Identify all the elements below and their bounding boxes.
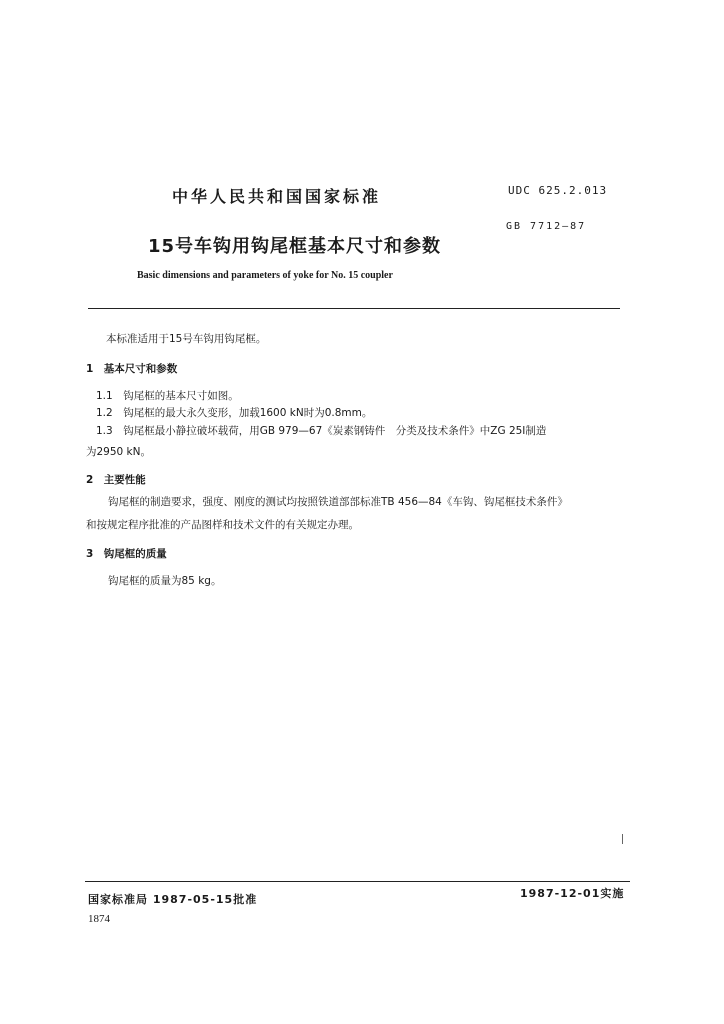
section-3-heading: 3 钩尾框的质量 — [86, 548, 167, 560]
gb-code: GB 7712—87 — [506, 221, 587, 232]
section-1-heading: 1 基本尺寸和参数 — [86, 363, 178, 375]
header-divider — [88, 308, 620, 309]
standard-header-title: 中华人民共和国国家标准 — [172, 187, 382, 206]
approval-info: 国家标准局 1987-05-15批准 — [88, 893, 258, 906]
section-1-item: 为2950 kN。 — [86, 446, 151, 458]
implementation-date: 1987-12-01实施 — [520, 887, 625, 900]
section-1-item: 1.1 钩尾框的基本尺寸如图。 — [96, 390, 239, 402]
margin-mark — [622, 834, 623, 844]
section-2-heading: 2 主要性能 — [86, 474, 146, 486]
section-1-item: 1.3 钩尾框最小静拉破坏载荷，用GB 979—67《炭素钢铸件 分类及技术条件》中ZG 25Ⅰ制造 — [96, 425, 547, 437]
section-3-item: 钩尾框的质量为85 kg。 — [108, 575, 222, 587]
document-subtitle: Basic dimensions and parameters of yoke for No. 15 coupler — [137, 270, 393, 281]
section-2-item: 钩尾框的制造要求，强度、刚度的测试均按照铁道部部标准TB 456—84《车钩、钩尾框技术条件》 — [108, 496, 568, 508]
udc-code: UDC 625.2.013 — [508, 184, 608, 197]
page-number: 1874 — [88, 913, 110, 925]
footer-divider — [85, 881, 630, 882]
intro-paragraph: 本标准适用于15号车钩用钩尾框。 — [106, 333, 267, 345]
section-2-item: 和按规定程序批准的产品图样和技术文件的有关规定办理。 — [86, 519, 359, 531]
document-title: 15号车钩用钩尾框基本尺寸和参数 — [148, 236, 442, 257]
section-1-item: 1.2 钩尾框的最大永久变形，加载1600 kN时为0.8mm。 — [96, 407, 373, 419]
